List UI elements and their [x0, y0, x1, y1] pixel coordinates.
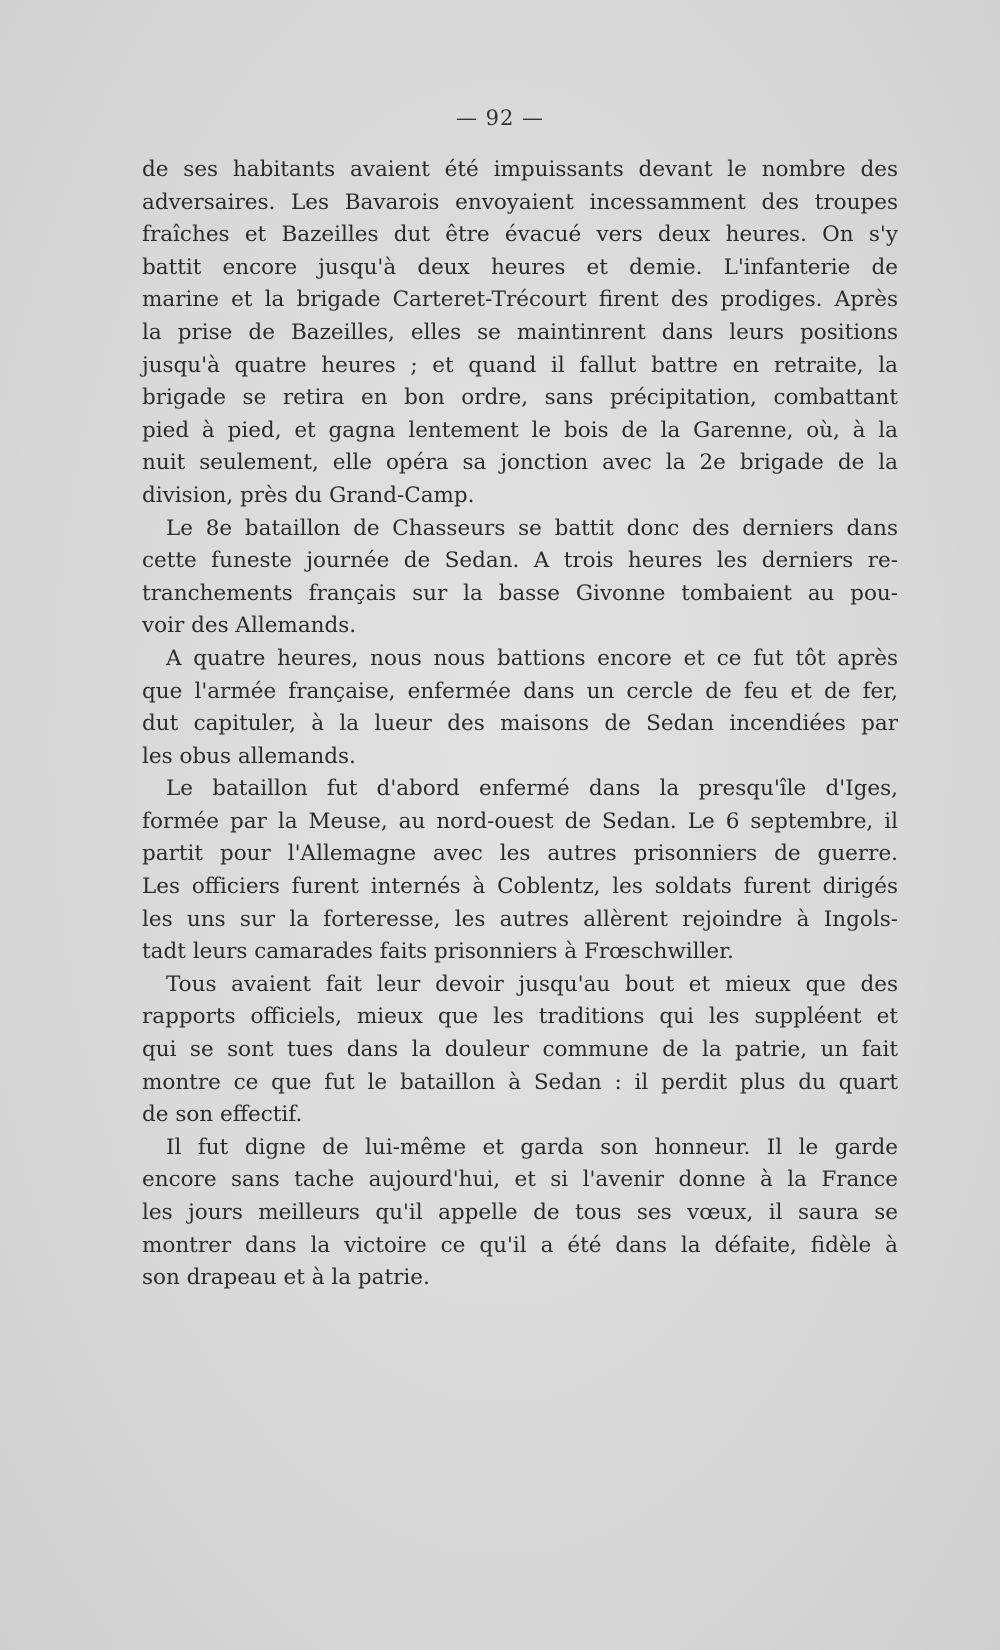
- text-line: que l'armée française, enfermée dans un cercle de feu et de fer,: [142, 678, 898, 704]
- text-line: encore sans tache aujourd'hui, et si l'avenir donne à la France: [142, 1167, 898, 1193]
- text-line: tadt leurs camarades faits prisonniers à Frœschwiller.: [142, 939, 734, 965]
- text-line: Le bataillon fut d'abord enfermé dans la presqu'île d'Iges,: [166, 776, 898, 802]
- body-text: [142, 154, 898, 1295]
- text-line: tranchements français sur la basse Givonne tombaient au pou-: [142, 580, 898, 606]
- text-line: adversaires. Les Bavarois envoyaient incessamment des troupes: [142, 189, 898, 215]
- text-line: division, près du Grand-Camp.: [142, 482, 475, 508]
- text-line: brigade se retira en bon ordre, sans précipitation, combattant: [142, 385, 898, 411]
- text-line: les uns sur la forteresse, les autres allèrent rejoindre à Ingols-: [142, 906, 898, 932]
- text-line: partit pour l'Allemagne avec les autres prisonniers de guerre.: [142, 841, 898, 867]
- text-line: cette funeste journée de Sedan. A trois heures les derniers re-: [142, 548, 898, 574]
- text-line: A quatre heures, nous nous battions encore et ce fut tôt après: [166, 645, 898, 671]
- text-line: la prise de Bazeilles, elles se maintinrent dans leurs positions: [142, 319, 898, 345]
- text-line: son drapeau et à la patrie.: [142, 1265, 430, 1291]
- text-line: fraîches et Bazeilles dut être évacué vers deux heures. On s'y: [142, 222, 898, 248]
- page-number: — 92 —: [455, 106, 545, 130]
- text-line: Les officiers furent internés à Coblentz, les soldats furent dirigés: [142, 874, 898, 900]
- text-line: Il fut digne de lui-même et garda son honneur. Il le garde: [166, 1134, 898, 1160]
- text-line: voir des Allemands.: [142, 613, 357, 639]
- text-line: les jours meilleurs qu'il appelle de tous ses vœux, il saura se: [142, 1200, 898, 1225]
- text-line: montre ce que fut le bataillon à Sedan : il perdit plus du quart: [142, 1069, 898, 1095]
- text-line: nuit seulement, elle opéra sa jonction avec la 2e brigade de la: [142, 450, 898, 476]
- text-line: battit encore jusqu'à deux heures et demie. L'infanterie de: [142, 254, 898, 280]
- text-line: Le 8e bataillon de Chasseurs se battit donc des derniers dans: [166, 515, 898, 541]
- text-line: formée par la Meuse, au nord-ouest de Sedan. Le 6 septembre, il: [142, 808, 898, 834]
- text-line: montrer dans la victoire ce qu'il a été dans la défaite, fidèle à: [142, 1232, 898, 1258]
- text-line: dut capituler, à la lueur des maisons de Sedan incendiées par: [142, 711, 898, 737]
- text-line: rapports officiels, mieux que les traditions qui les suppléent et: [142, 1004, 898, 1030]
- text-line: de ses habitants avaient été impuissants devant le nombre des: [142, 157, 898, 182]
- text-line: Tous avaient fait leur devoir jusqu'au bout et mieux que des: [166, 971, 898, 997]
- text-line: qui se sont tues dans la douleur commune de la patrie, un fait: [142, 1037, 898, 1063]
- text-line: de son effectif.: [142, 1102, 303, 1128]
- text-line: pied à pied, et gagna lentement le bois de la Garenne, où, à la: [142, 417, 898, 443]
- text-line: jusqu'à quatre heures ; et quand il fallut battre en retraite, la: [142, 352, 898, 378]
- text-line: marine et la brigade Carteret-Trécourt firent des prodiges. Après: [142, 287, 898, 313]
- text-line: les obus allemands.: [142, 743, 356, 769]
